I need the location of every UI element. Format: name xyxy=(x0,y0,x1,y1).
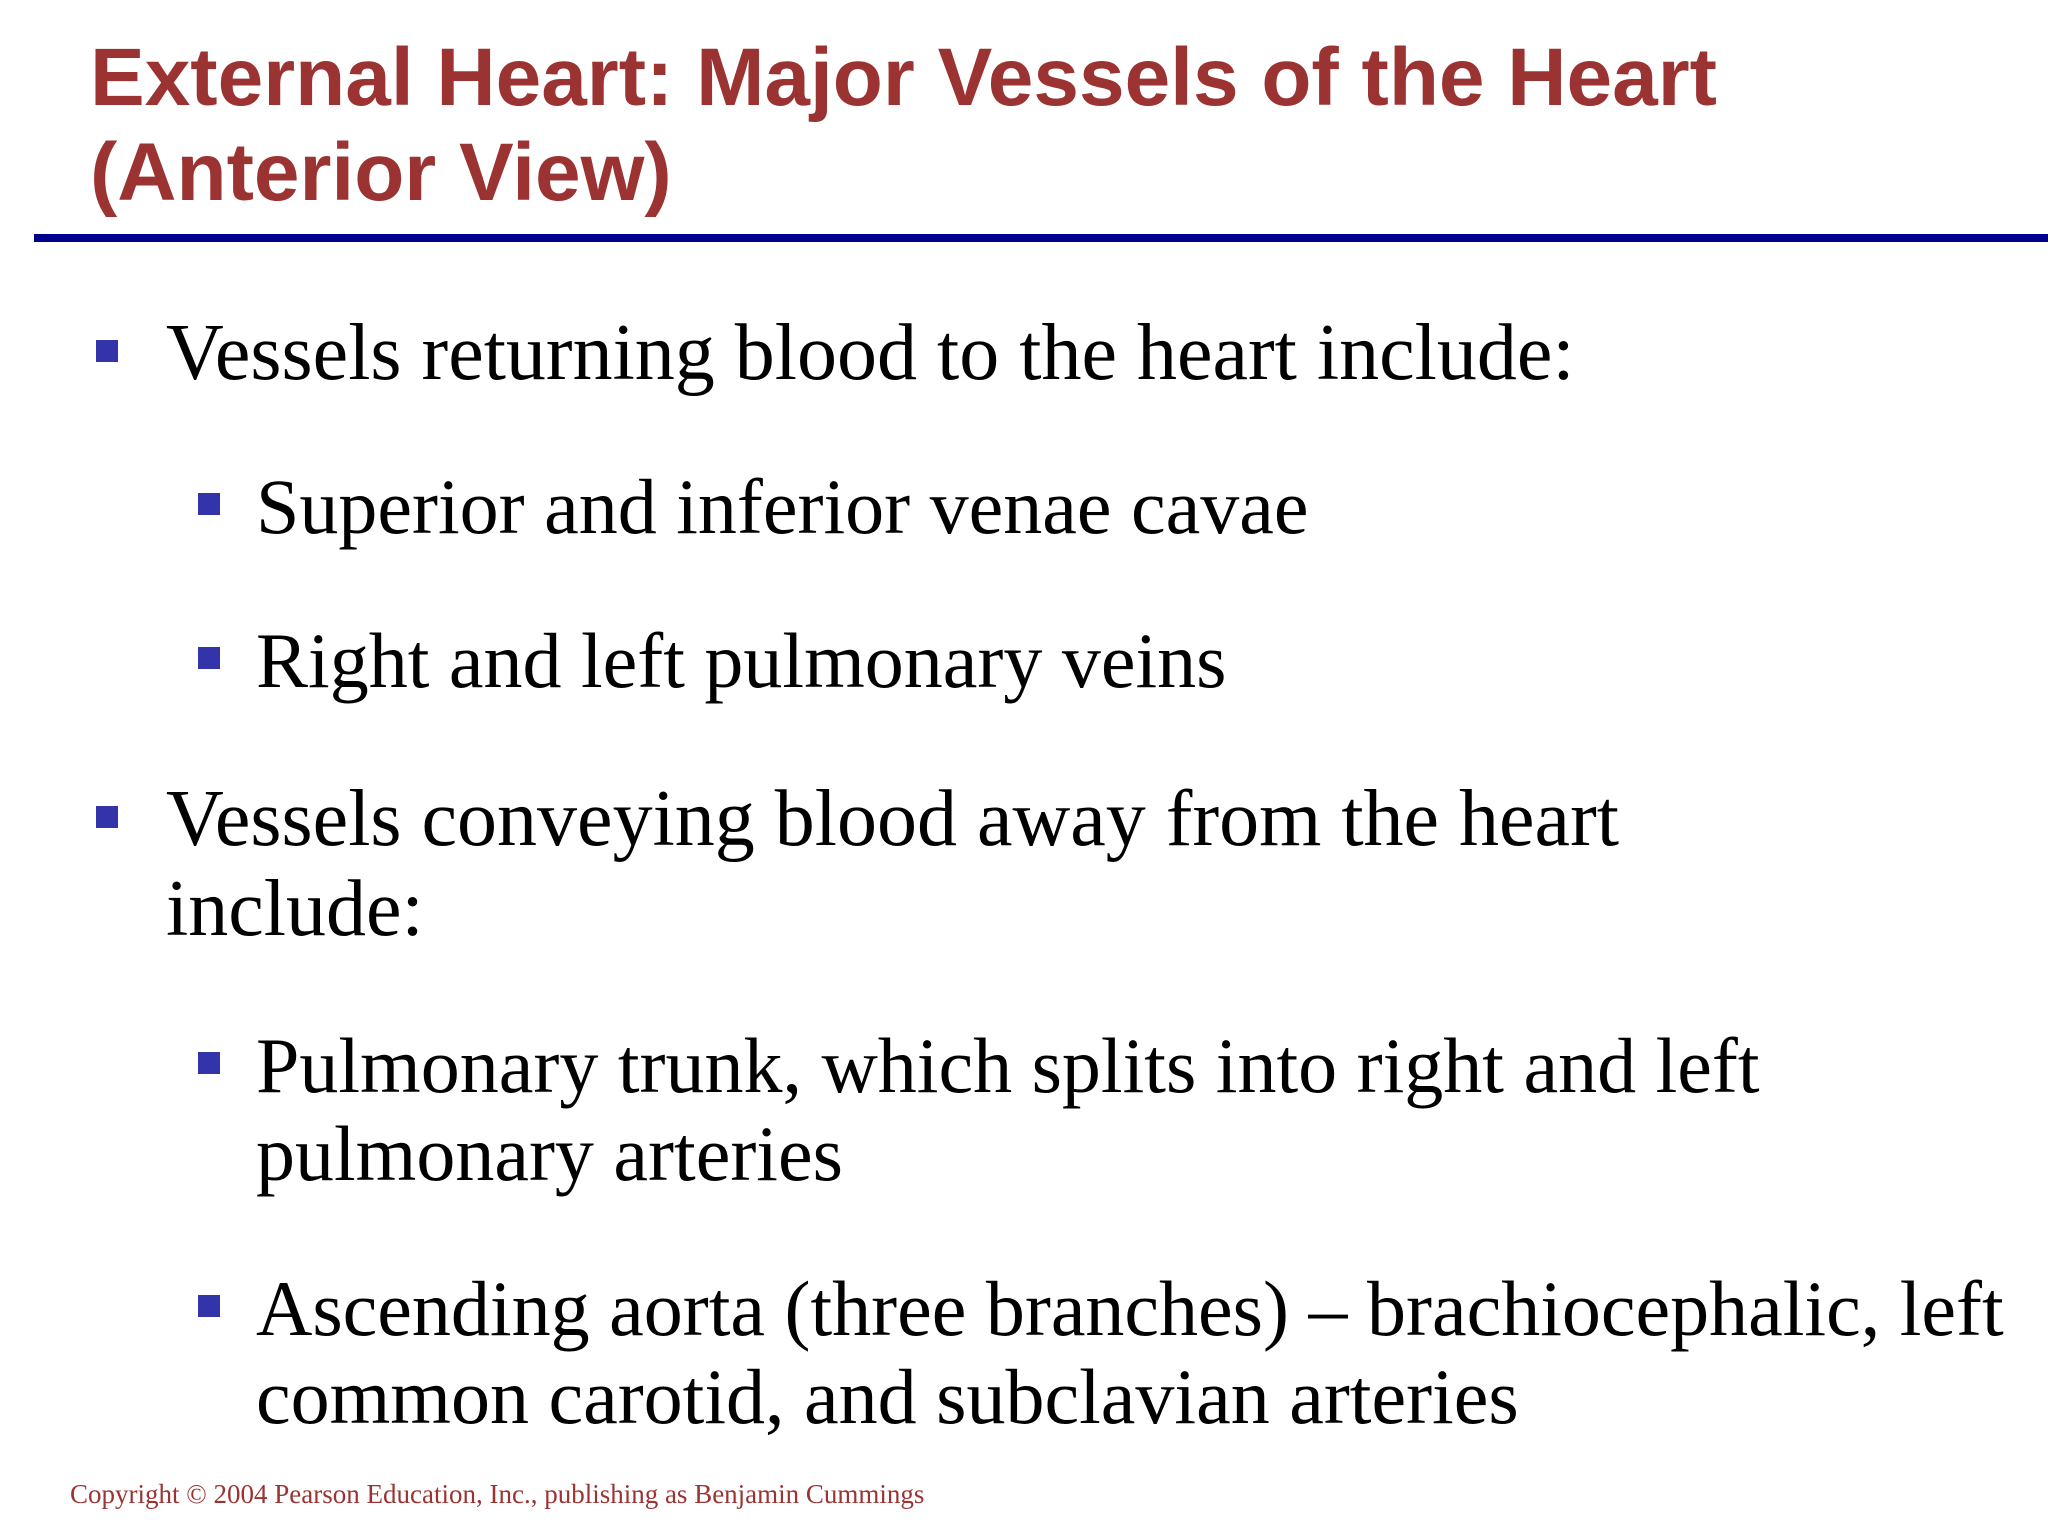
square-bullet-icon xyxy=(198,493,220,515)
copyright-notice: Copyright © 2004 Pearson Education, Inc., publishing as Benjamin Cummings xyxy=(70,1479,925,1509)
square-bullet-icon xyxy=(198,1052,220,1074)
square-bullet-icon xyxy=(198,647,220,669)
bullet-item xyxy=(166,774,1866,954)
sub-bullet-item xyxy=(256,463,2016,551)
sub-bullet-text: Superior and inferior venae cavae xyxy=(256,463,1309,550)
sub-bullet-item xyxy=(256,617,2016,705)
bullet-text: Vessels returning blood to the heart include: xyxy=(166,309,1575,397)
sub-bullet-text: Ascending aorta (three branches) – brachiocephalic, left common carotid, and subclavian arteries xyxy=(256,1265,2004,1440)
bullet-text: Vessels conveying blood away from the heart include: xyxy=(166,775,1619,953)
sub-bullet-text: Pulmonary trunk, which splits into right and left pulmonary arteries xyxy=(256,1022,1760,1197)
sub-bullet-text: Right and left pulmonary veins xyxy=(256,617,1227,704)
sub-bullet-item xyxy=(256,1022,1896,1198)
slide-title: External Heart: Major Vessels of the Heart (Anterior View) xyxy=(90,32,1717,218)
square-bullet-icon xyxy=(96,806,118,828)
square-bullet-icon xyxy=(198,1295,220,1317)
sub-bullet-item xyxy=(256,1265,2016,1441)
square-bullet-icon xyxy=(96,340,118,362)
bullet-item xyxy=(166,308,2026,398)
